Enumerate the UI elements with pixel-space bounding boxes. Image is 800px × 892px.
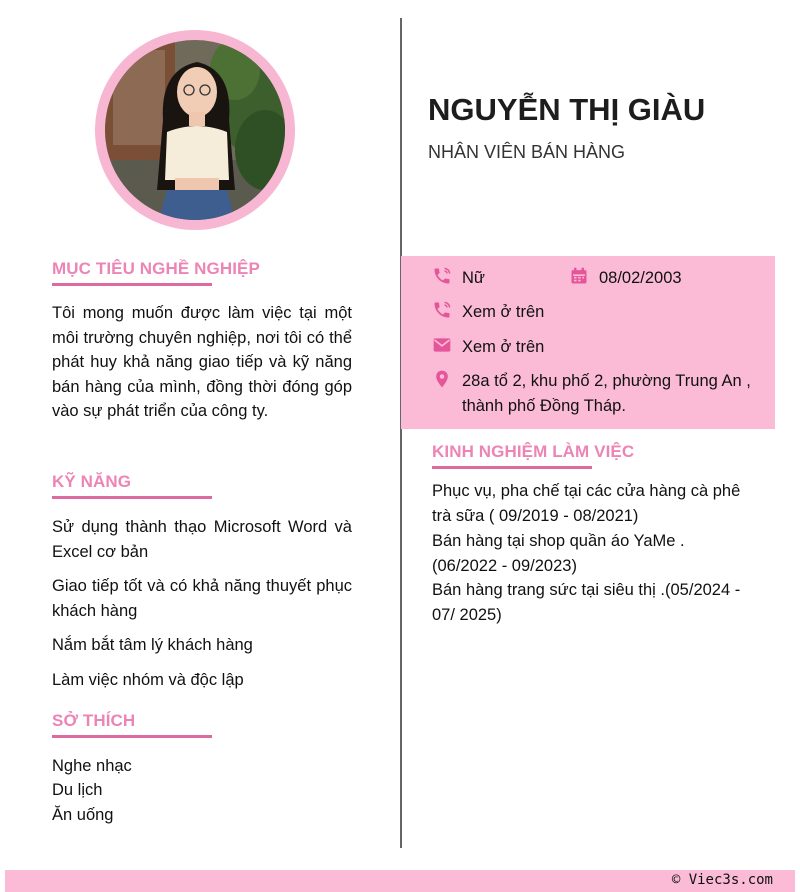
phone-icon	[432, 266, 452, 286]
hobby-item: Du lịch	[52, 781, 103, 799]
phone-value: Xem ở trên	[462, 303, 545, 321]
gender-value: Nữ	[462, 269, 485, 287]
avatar-frame	[95, 30, 295, 230]
address-value: 28a tổ 2, khu phố 2, phường Trung An , thành phố Đồng Tháp.	[462, 372, 751, 415]
experience-item: Bán hàng trang sức tại siêu thị .(05/2024 - 07/ 2025)	[432, 581, 741, 624]
column-divider	[400, 18, 402, 848]
hobbies-title: SỞ THÍCH	[52, 711, 136, 730]
calendar-icon	[569, 266, 589, 286]
objective-title: MỤC TIÊU NGHỀ NGHIỆP	[52, 259, 260, 278]
skills-title: KỸ NĂNG	[52, 472, 132, 491]
skill-item: Sử dụng thành thạo Microsoft Word và Excel cơ bản	[52, 518, 352, 561]
phone-icon	[432, 300, 452, 320]
hobby-item: Nghe nhạc	[52, 757, 132, 775]
footer-credit: © Viec3s.com	[671, 872, 773, 888]
map-pin-icon	[432, 369, 452, 389]
avatar-photo	[105, 40, 285, 220]
hobbies-underline	[52, 735, 212, 738]
email-value: Xem ở trên	[462, 338, 545, 356]
experience-title: KINH NGHIỆM LÀM VIỆC	[432, 442, 635, 461]
objective-underline	[52, 283, 212, 286]
skills-underline	[52, 496, 212, 499]
objective-text: Tôi mong muốn được làm việc tại một môi trường chuyên nghiệp, nơi tôi có thể phát huy khả năng giao tiếp và kỹ năng bán hàng của mình, đồng thời đóng góp vào sự phát triển của công ty.	[52, 304, 352, 421]
hobby-item: Ăn uống	[52, 806, 114, 824]
skill-item: Giao tiếp tốt và có khả năng thuyết phục khách hàng	[52, 577, 352, 620]
birthdate-value: 08/02/2003	[599, 269, 682, 287]
candidate-name: NGUYỄN THỊ GIÀU	[428, 92, 706, 127]
job-title: NHÂN VIÊN BÁN HÀNG	[428, 142, 626, 162]
avatar	[105, 40, 285, 220]
skill-item: Làm việc nhóm và độc lập	[52, 671, 244, 689]
footer-bar	[5, 870, 795, 892]
experience-underline	[432, 466, 592, 469]
envelope-icon	[432, 335, 452, 355]
experience-item: Phục vụ, pha chế tại các cửa hàng cà phê trà sữa ( 09/2019 - 08/2021)	[432, 482, 741, 525]
skill-item: Nắm bắt tâm lý khách hàng	[52, 636, 253, 654]
experience-item: Bán hàng tại shop quần áo YaMe . (06/2022 - 09/2023)	[432, 532, 685, 575]
